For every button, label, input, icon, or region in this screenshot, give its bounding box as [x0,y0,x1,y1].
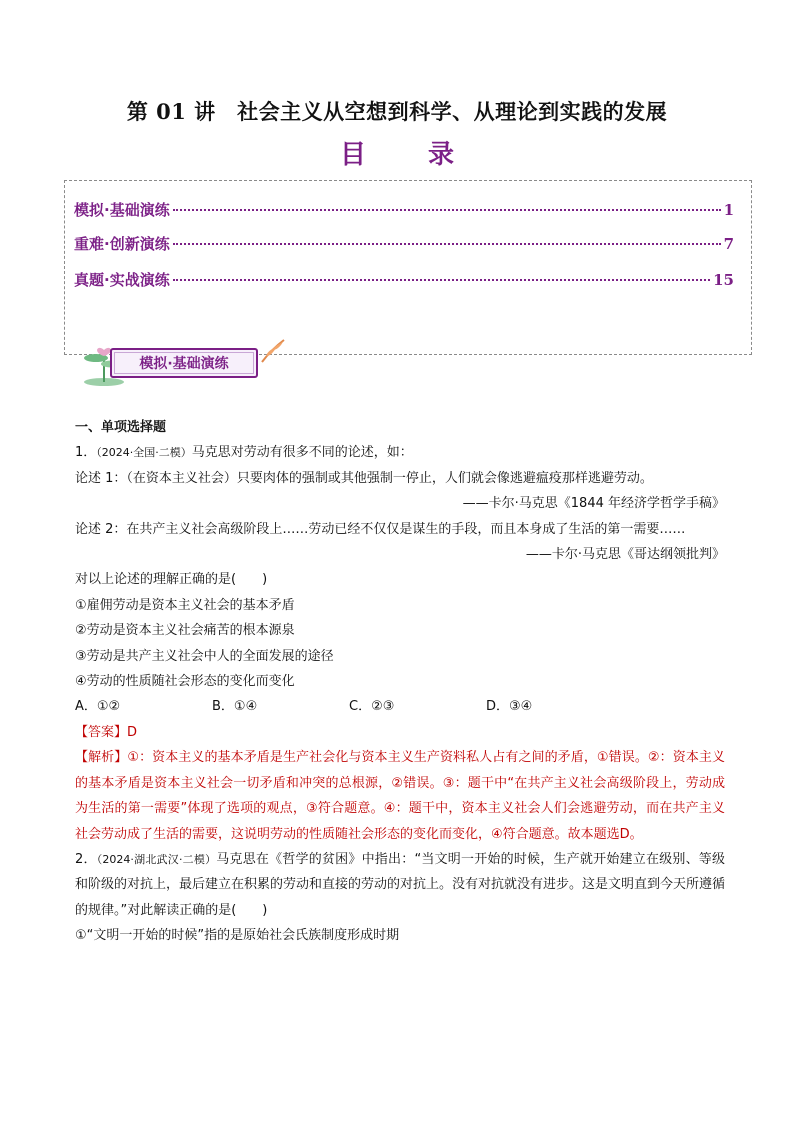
toc-entry[interactable] [74,233,734,254]
leaf-decoration-icon [258,336,288,366]
toc-entry[interactable] [74,269,734,290]
section-banner-label: 模拟·基础演练 [110,348,258,378]
question-source: （2024·全国·二模） [96,446,192,460]
question-ask: 对以上论述的理解正确的是( ) [75,572,268,588]
analysis-paragraph [75,745,725,847]
toc-entry-page: 15 [713,271,734,289]
analysis-text: ①：资本主义的基本矛盾是生产社会化与资本主义生产资料私人占有之间的矛盾，①错误。②：资本主义的基本矛盾是资本主义社会一切矛盾和冲突的总根源，②错误。③：题干中“在共产主义社会高级阶段上，劳动成为生活的第一需要”体现了选项的观点，③符合题意。④：题干中，资本主义社会人们会逃避劳动，而在共产主义社会劳动成了生活的需要，这说明劳动的性质随社会形态的变化而变化，④符合题意。故本题选D。 [75,750,725,842]
quote-1: 论述 1：（在资本主义社会）只要肉体的强制或其他强制一停止，人们就会像逃避瘟疫那样逃避劳动。 [75,470,653,486]
answer-label: 【答案】 [75,724,128,740]
quote-1-source: ——卡尔·马克思《1844 年经济学哲学手稿》 [462,496,725,512]
quote-2: 论述 2：在共产主义社会高级阶段上……劳动已经不仅仅是谋生的手段，而且本身成了生活的第一需要…… [75,521,686,537]
question-2-stem [75,847,725,923]
toc-leader-dots [173,279,710,281]
question-number: 1． [75,445,97,461]
option-b[interactable]: B．①④ [212,699,258,715]
toc-entry-page: 1 [723,201,734,219]
page-title: 第 01 讲 社会主义从空想到科学、从理论到实践的发展 [126,99,668,124]
question-number: 2． [75,851,97,867]
toc-leader-dots [173,209,721,211]
table-of-contents [64,180,752,355]
statement-item: ①雇佣劳动是资本主义社会的基本矛盾 [75,597,295,613]
section-heading: 一、单项选择题 [75,420,167,435]
statement-item: ④劳动的性质随社会形态的变化而变化 [75,674,295,690]
statement-item: ①“文明一开始的时候”指的是原始社会氏族制度形成时期 [75,928,400,944]
answer-line [75,720,725,745]
question-source: （2024·湖北武汉·二模） [96,852,217,866]
option-d[interactable]: D．③④ [486,699,533,715]
option-c[interactable]: C．②③ [349,699,395,715]
toc-entry-label: 真题·实战演练 [74,271,170,289]
answer-options [75,694,725,719]
toc-entry-page: 7 [723,235,734,253]
question-1-stem [75,440,725,465]
toc-leader-dots [173,243,721,245]
quote-2-source: ——卡尔·马克思《哥达纲领批判》 [525,547,725,563]
toc-entry[interactable] [74,199,734,220]
question-content [75,415,725,949]
statement-item: ②劳动是资本主义社会痛苦的根本源泉 [75,623,295,639]
statement-item: ③劳动是共产主义社会中人的全面发展的途径 [75,648,334,664]
question-text: 马克思对劳动有很多不同的论述，如： [191,445,413,461]
option-a[interactable]: A．①② [75,699,121,715]
answer-value: D [127,724,138,740]
question-text: 马克思在《哲学的贫困》中指出：“当文明一开始的时候，生产就开始建立在级别、等级和阶级的对抗上，最后建立在积累的劳动和直接的劳动的对抗上。没有对抗就没有进步。这是文明直到今天所遵循的规律。”对此解读正确的是( ) [75,851,726,918]
toc-entry-label: 模拟·基础演练 [74,201,170,219]
toc-entry-label: 重难·创新演练 [74,235,170,253]
section-banner [82,336,287,388]
toc-heading: 目 录 [339,140,472,170]
analysis-label: 【解析】 [75,750,128,766]
